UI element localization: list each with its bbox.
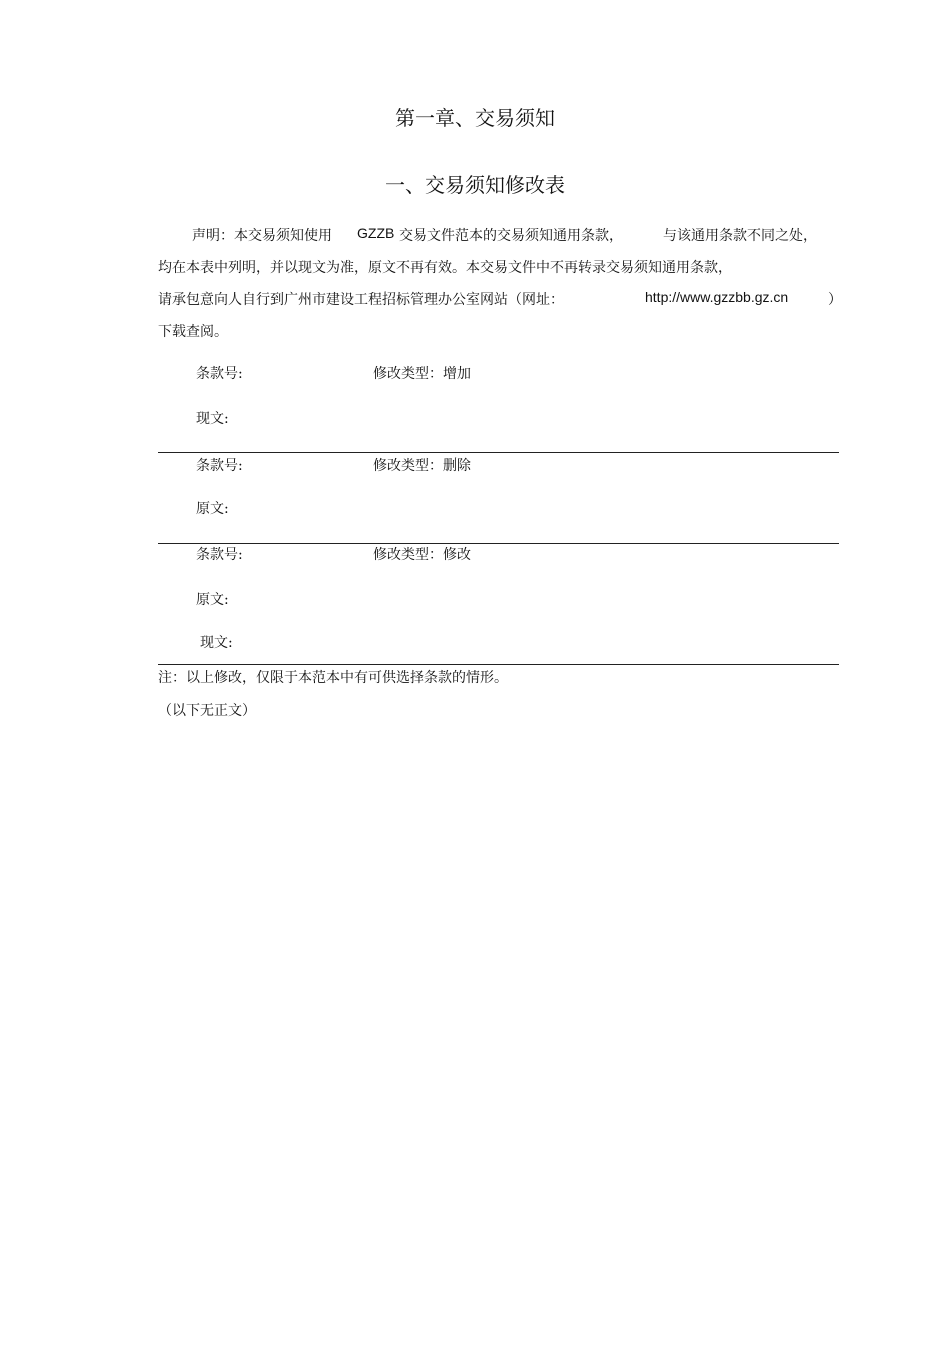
section-title: 一、交易须知修改表 xyxy=(385,173,565,197)
statement-line-1-start: 声明：本交易须知使用 xyxy=(192,228,332,244)
entry-divider xyxy=(158,543,839,544)
statement-url: http://www.gzzbb.gz.cn xyxy=(645,289,789,305)
statement-line-2: 均在本表中列明，并以现文为准，原文不再有效。本交易文件中不再转录交易须知通用条款， xyxy=(158,260,732,276)
clause-number-label: 条款号: xyxy=(196,366,243,382)
statement-gzzb: GZZB xyxy=(357,225,395,241)
original-text-label: 原文: xyxy=(196,592,229,608)
amendment-type-label: 修改类型：修改 xyxy=(373,547,471,563)
chapter-title: 第一章、交易须知 xyxy=(395,106,555,130)
end-of-text-mark: （以下无正文） xyxy=(158,703,256,719)
amendment-type-label: 修改类型：删除 xyxy=(373,458,471,474)
clause-number-label: 条款号: xyxy=(196,458,243,474)
original-text-label: 原文: xyxy=(196,501,229,517)
statement-line-1-end: 与该通用条款不同之处， xyxy=(663,228,817,244)
entry-divider xyxy=(158,452,839,453)
footnote: 注：以上修改，仅限于本范本中有可供选择条款的情形。 xyxy=(158,670,508,686)
entry-divider xyxy=(158,664,839,665)
statement-line-3: 请承包意向人自行到广州市建设工程招标管理办公室网站（网址： xyxy=(158,292,564,308)
clause-number-label: 条款号: xyxy=(196,547,243,563)
amendment-type-label: 修改类型：增加 xyxy=(373,366,471,382)
statement-line-1-mid: 交易文件范本的交易须知通用条款， xyxy=(399,228,623,244)
current-text-label: 现文: xyxy=(196,411,229,427)
statement-url-close: ） xyxy=(828,292,842,308)
statement-line-4: 下载查阅。 xyxy=(158,324,228,340)
current-text-label: 现文: xyxy=(200,635,233,651)
